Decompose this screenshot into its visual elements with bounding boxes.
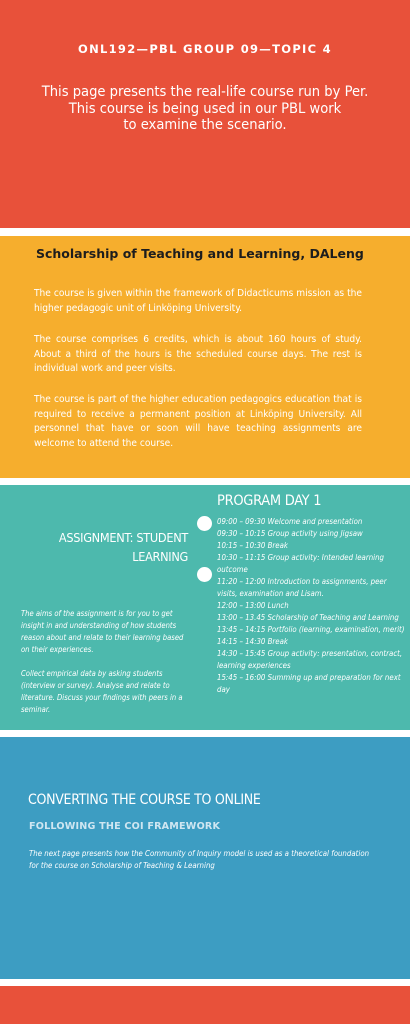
bullet-dot-icon	[197, 516, 212, 531]
bullet-dot-icon	[197, 567, 212, 582]
assignment-paragraph: The aims of the assignment is for you to get insight in and understanding of how students reason about and relate to their learning based on their experiences.	[21, 609, 184, 654]
program-schedule	[217, 516, 407, 696]
program-title: PROGRAM DAY 1	[217, 493, 322, 509]
assignment-description	[21, 608, 191, 716]
schedule-item: 09:00 – 09:30 Welcome and presentation	[217, 517, 363, 526]
online-section	[0, 737, 410, 979]
intro-line: This page presents the real-life course run by Per.	[41, 83, 369, 100]
online-title: CONVERTING THE COURSE TO ONLINE	[28, 792, 261, 808]
schedule-item: 12:00 – 13:00 Lunch	[217, 601, 289, 610]
intro-line: to examine the scenario.	[123, 116, 287, 133]
online-subtitle: FOLLOWING THE COI FRAMEWORK	[29, 821, 221, 832]
schedule-item: 13:00 – 13.45 Scholarship of Teaching and Learning	[217, 613, 399, 622]
scholarship-paragraph: The course is given within the framework of Didacticums mission as the higher pedagogic unit of Linköping University.	[34, 288, 362, 314]
footer-strip	[0, 986, 410, 1024]
intro-line: This course is being used in our PBL work	[68, 99, 342, 117]
scholarship-paragraph: The course comprises 6 credits, which is about 160 hours of study. About a third of the hours is the scheduled course days. The rest is individual work and peer visits.	[34, 334, 362, 374]
schedule-item: 14:15 – 14:30 Break	[217, 637, 288, 646]
schedule-item: 10:30 – 11:15 Group activity: Intended learning outcome	[217, 553, 385, 574]
schedule-item: 13:45 – 14:15 Portfolio (learning, examination, merit)	[217, 625, 405, 634]
schedule-item: 14:30 – 15:45 Group activity: presentation, contract, learning experiences	[217, 649, 403, 670]
scholarship-title: Scholarship of Teaching and Learning, DALeng	[36, 246, 364, 261]
assignment-paragraph: Collect empirical data by asking students (interview or survey). Analyse and relate to literature. Discuss your findings with peers in a seminar.	[21, 669, 183, 714]
course-kicker: ONL192—PBL GROUP 09—TOPIC 4	[78, 42, 332, 56]
schedule-item: 10:15 – 10:30 Break	[217, 541, 288, 550]
assignment-title-line: ASSIGNMENT: STUDENT	[58, 530, 188, 545]
scholarship-paragraph: The course is part of the higher education pedagogics education that is required to receive a permanent position at Linköping University. All personnel that have or soon will have teaching assignments are welcome to attend the course.	[34, 394, 362, 449]
scholarship-section	[0, 236, 410, 478]
assignment-title	[52, 528, 188, 566]
assignment-title-line: LEARNING	[132, 549, 188, 564]
intro-text	[20, 84, 390, 134]
online-text: The next page presents how the Community of Inquiry model is used as a theoretical foundation for the course on Scholarship of Teaching & Learning	[29, 849, 370, 870]
program-section	[0, 485, 410, 730]
schedule-item: 15:45 – 16:00 Summing up and preparation for next day	[217, 673, 401, 694]
header-section	[0, 0, 410, 228]
schedule-item: 09:30 – 10:15 Group activity using Jigsaw	[217, 529, 363, 538]
schedule-item: 11:20 – 12:00 Introduction to assignments, peer visits, examination and Lisam.	[217, 577, 387, 598]
